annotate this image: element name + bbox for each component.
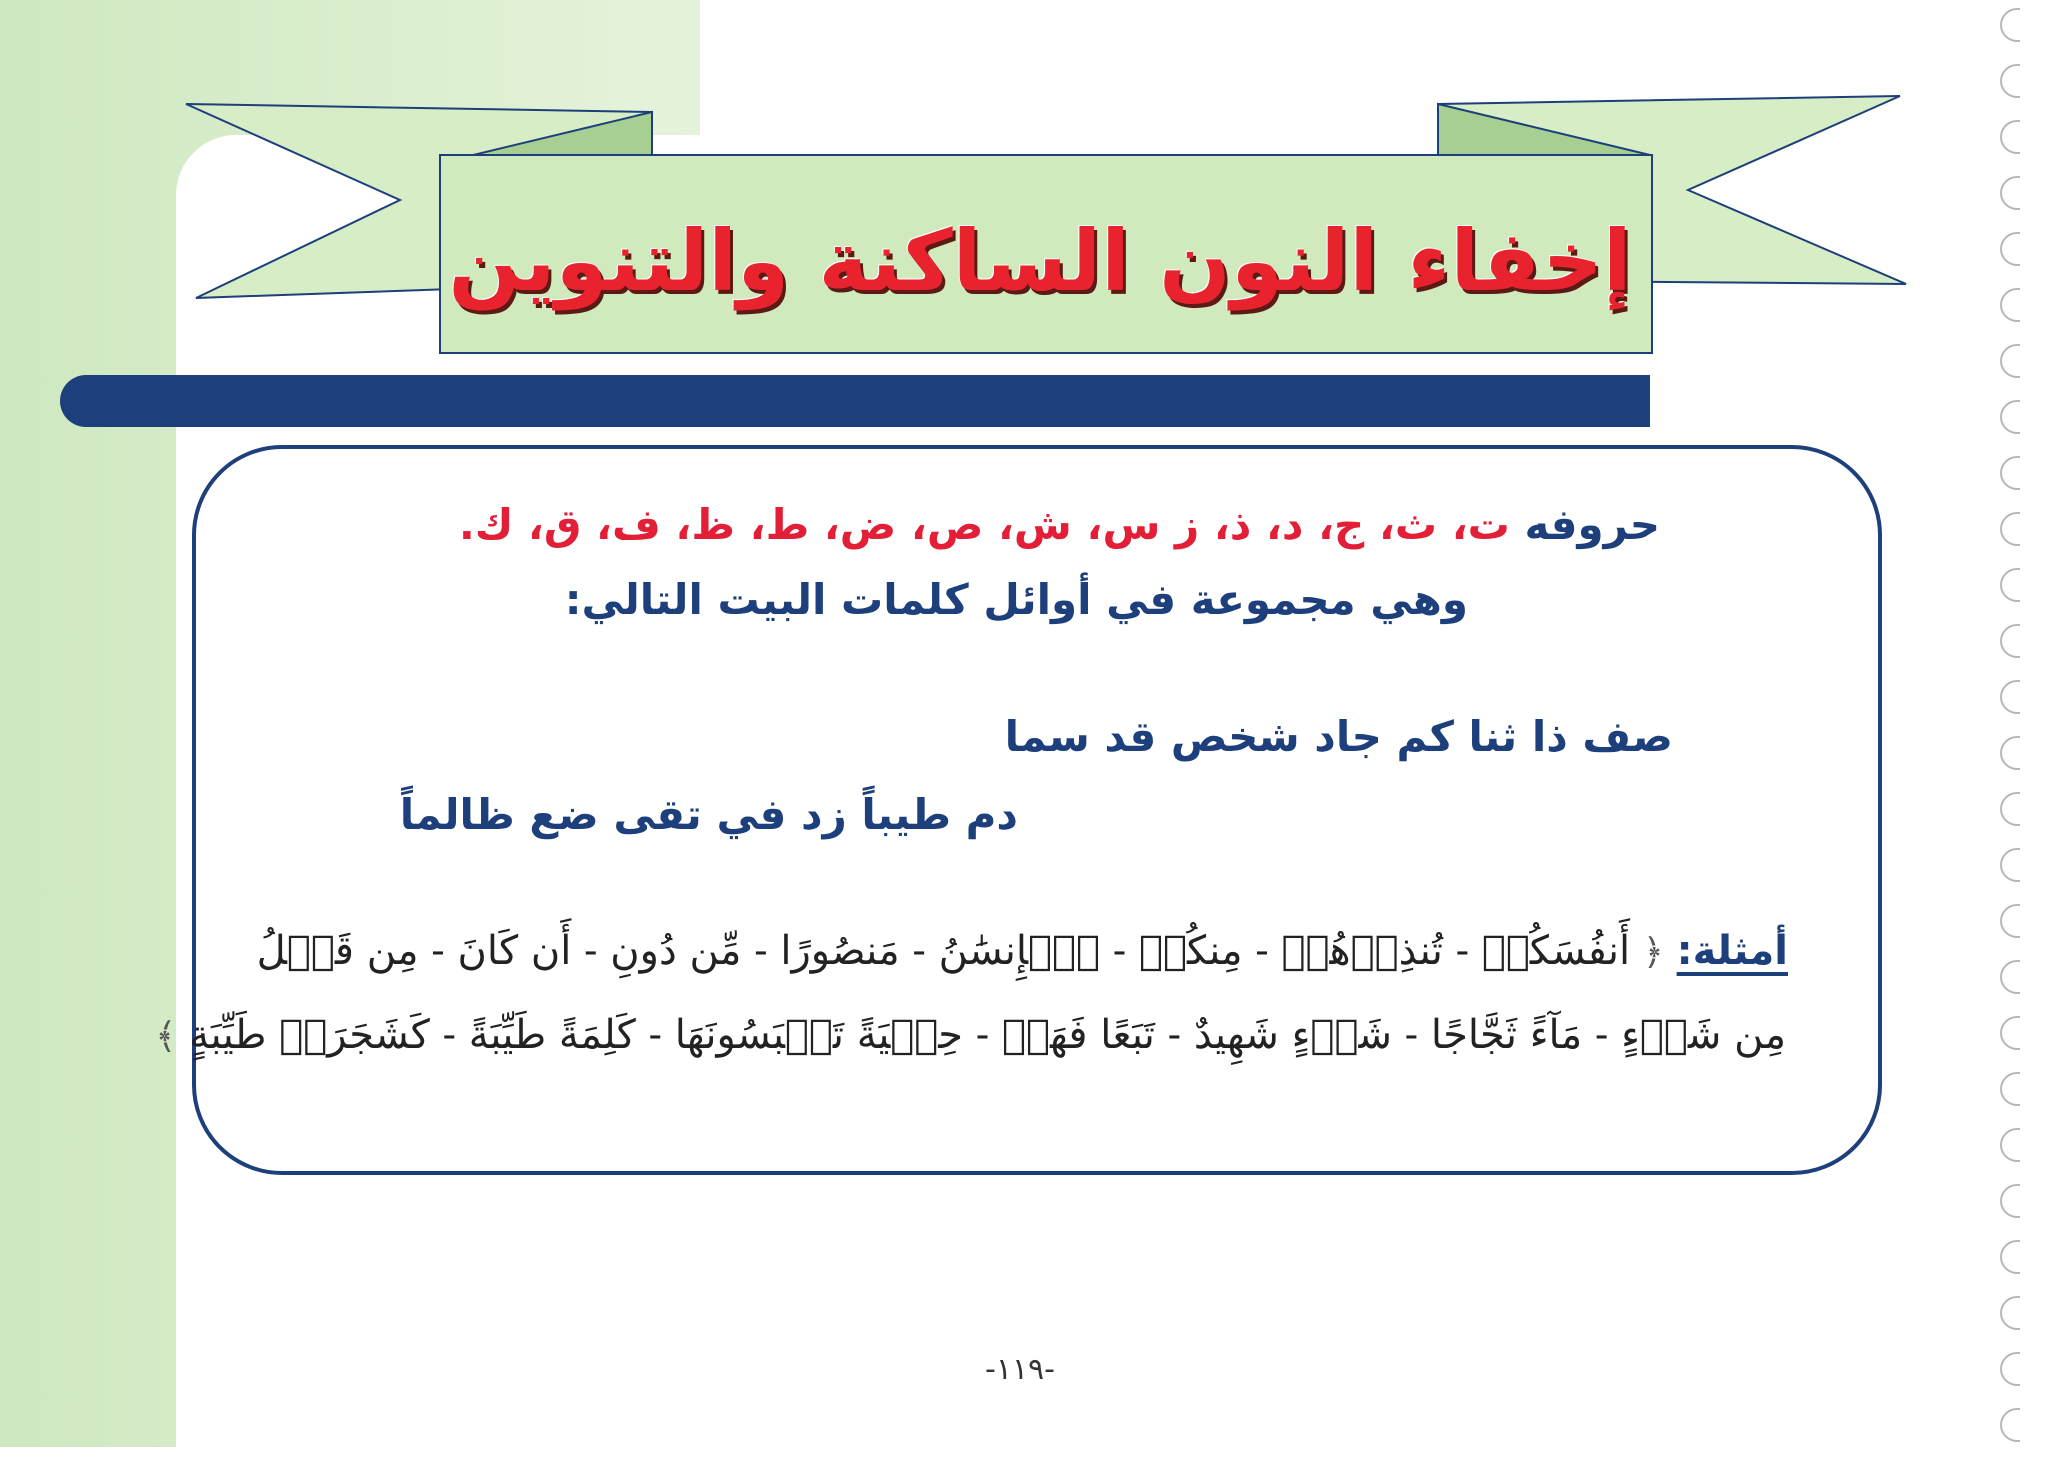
page-title: إخفاء النون الساكنة والتنوين — [448, 212, 1632, 310]
example-word: مَآءً ثَجَّاجًا — [1430, 1012, 1583, 1058]
example-separator: - — [1154, 1012, 1194, 1058]
close-bracket-icon: ﴾ — [155, 1016, 177, 1057]
example-word: تُنذِرۡهُمۡ — [1281, 928, 1443, 974]
example-separator: - — [1391, 1012, 1431, 1058]
letters-list: ت، ث، ج، د، ذ، ز س، ش، ص، ض، ط، ظ، ف، ق، ك. — [458, 500, 1510, 549]
example-word: مِنكُمۡ — [1139, 928, 1243, 974]
verse-second-half: دم طيباً زد في تقى ضع ظالماً — [399, 790, 1018, 839]
example-word: مِن شَيۡءٍ — [1621, 1012, 1786, 1058]
examples-line-1 — [257, 928, 1788, 974]
example-word: أَن كَانَ — [457, 928, 572, 974]
example-word: أَنفُسَكُمۡ — [1481, 928, 1631, 974]
intro-line: وهي مجموعة في أوائل كلمات البيت التالي: — [564, 575, 1468, 624]
example-word: مِّن دُونِ — [610, 928, 742, 974]
example-word: شَيۡءٍ شَهِيدٌ — [1193, 1012, 1392, 1058]
example-separator: - — [1242, 928, 1282, 974]
example-separator: - — [899, 928, 939, 974]
example-word: ٱلۡإِنسَٰنُ — [938, 928, 1101, 974]
example-separator: - — [1100, 928, 1139, 974]
example-word: مِن قَبۡلُ — [256, 928, 419, 974]
example-separator: - — [1442, 928, 1482, 974]
letters-line — [459, 500, 1660, 549]
example-word: تَبَعًا فَهَلۡ — [1001, 1012, 1155, 1058]
open-bracket-icon: ﴿ — [1642, 932, 1664, 973]
examples-list-2 — [189, 1012, 1786, 1058]
examples-list-1 — [257, 928, 1631, 974]
example-separator: - — [635, 1012, 675, 1058]
example-word: كَشَجَرَةٖ طَيِّبَةٍ — [189, 1012, 430, 1058]
example-separator: - — [1582, 1012, 1622, 1058]
examples-label: أمثلة: — [1676, 928, 1788, 974]
example-separator: - — [429, 1012, 469, 1058]
verse-first-half: صف ذا ثنا كم جاد شخص قد سما — [1004, 712, 1673, 761]
example-separator: - — [571, 928, 611, 974]
title-underline-bar — [60, 375, 1650, 427]
example-word: حِلۡيَةً تَلۡبَسُونَهَا — [674, 1012, 964, 1058]
example-separator: - — [963, 1012, 1002, 1058]
example-separator: - — [741, 928, 781, 974]
page-number: -١١٩- — [985, 1352, 1055, 1387]
example-word: مَنصُورًا — [780, 928, 900, 974]
example-word: كَلِمَةً طَيِّبَةً — [468, 1012, 636, 1058]
letters-prefix: حروفه — [1524, 500, 1660, 549]
examples-line-2 — [155, 1012, 1786, 1058]
example-separator: - — [418, 928, 458, 974]
